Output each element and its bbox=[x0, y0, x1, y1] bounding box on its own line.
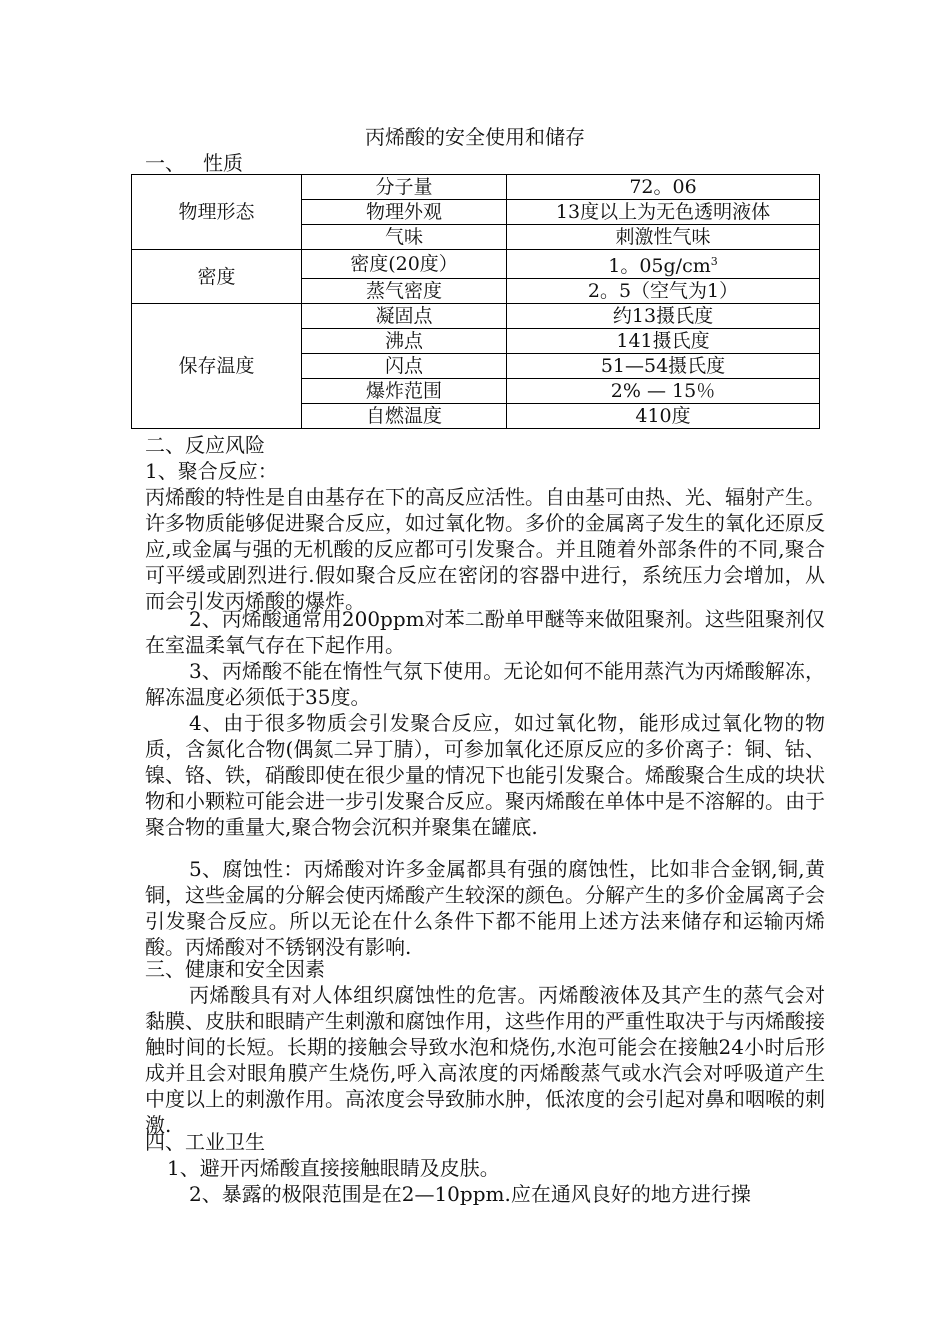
density-value: 1。05g/cm bbox=[608, 255, 711, 277]
group-cell-physical-form: 物理形态 bbox=[132, 175, 302, 250]
subheading-polymerization: 1、聚合反应： bbox=[145, 459, 278, 483]
section-label: 性质 bbox=[203, 151, 243, 175]
property-name-cell: 分子量 bbox=[302, 175, 507, 200]
paragraph-reactivity: 丙烯酸的特性是自由基存在下的高反应活性。自由基可由热、光、辐射产生。许多物质能够促进聚合反应，如过氧化物。多价的金属离子发生的氧化还原反应,或金属与强的无机酸的反应都可引发聚合。并且随着外部条件的不同,聚合可平缓或剧烈进行.假如聚合反应在密闭的容器中进行，系统压力会增加，从而会引发丙烯酸的爆炸。 bbox=[145, 485, 825, 613]
property-name-cell: 物理外观 bbox=[302, 200, 507, 225]
property-name-cell: 密度(20度） bbox=[302, 250, 507, 279]
superscript-exponent: 3 bbox=[710, 255, 718, 268]
paragraph-corrosivity: 5、腐蚀性：丙烯酸对许多金属都具有强的腐蚀性，比如非合金钢,铜,黄铜，这些金属的分解会使丙烯酸产生较深的颜色。分解产生的多价金属离子会引发聚合反应。所以无论在什么条件下都不能用上述方法来储存和运输丙烯酸。丙烯酸对不锈钢没有影响. bbox=[145, 857, 825, 959]
property-value-cell: 141摄氏度 bbox=[507, 329, 820, 354]
document-title: 丙烯酸的安全使用和储存 bbox=[365, 125, 585, 149]
property-value-cell: 13度以上为无色透明液体 bbox=[507, 200, 820, 225]
property-name-cell: 自燃温度 bbox=[302, 404, 507, 429]
paragraph-initiators: 4、由于很多物质会引发聚合反应，如过氧化物，能形成过氧化物的物质，含氮化合物(偶氮二异丁腈），可参加氧化还原反应的多价离子：铜、钴、镍、铬、铁，硝酸即使在很少量的情况下也能引发聚合。烯酸聚合生成的块状物和小颗粒可能会进一步引发聚合反应。聚丙烯酸在单体中是不溶解的。由于聚合物的重量大,聚合物会沉积并聚集在罐底. bbox=[145, 711, 825, 839]
property-value-cell: 2。5（空气为1） bbox=[507, 279, 820, 304]
property-value-cell: 51—54摄氏度 bbox=[507, 354, 820, 379]
section-heading-health-safety: 三、健康和安全因素 bbox=[145, 957, 325, 981]
property-name-cell: 气味 bbox=[302, 225, 507, 250]
property-value-cell: 410度 bbox=[507, 404, 820, 429]
group-cell-density: 密度 bbox=[132, 250, 302, 304]
property-value-cell: 2% — 15％ bbox=[507, 379, 820, 404]
section-heading-reaction-risk: 二、反应风险 bbox=[145, 433, 265, 457]
property-value-cell: 刺激性气味 bbox=[507, 225, 820, 250]
section-heading-properties bbox=[145, 150, 243, 176]
table-row bbox=[132, 250, 820, 279]
property-name-cell: 闪点 bbox=[302, 354, 507, 379]
property-value-cell: 约13摄氏度 bbox=[507, 304, 820, 329]
property-name-cell: 凝固点 bbox=[302, 304, 507, 329]
section-number: 一、 bbox=[145, 151, 185, 175]
section-heading-industrial-hygiene: 四、工业卫生 bbox=[145, 1130, 265, 1154]
group-cell-storage-temperature: 保存温度 bbox=[132, 304, 302, 429]
paragraph-avoid-contact: 1、避开丙烯酸直接接触眼睛及皮肤。 bbox=[167, 1156, 500, 1180]
property-name-cell: 爆炸范围 bbox=[302, 379, 507, 404]
table-row bbox=[132, 304, 820, 329]
property-name-cell: 沸点 bbox=[302, 329, 507, 354]
paragraph-health-hazards: 丙烯酸具有对人体组织腐蚀性的危害。丙烯酸液体及其产生的蒸气会对黏膜、皮肤和眼睛产生刺激和腐蚀作用，这些作用的严重性取决于与丙烯酸接触时间的长短。长期的接触会导致水泡和烧伤,水泡可能会在接触24小时后形成并且会对眼角膜产生烧伤,呼入高浓度的丙烯酸蒸气或水汽会对呼吸道产生中度以上的刺激作用。高浓度会导致肺水肿，低浓度的会引起对鼻和咽喉的刺激. bbox=[145, 983, 825, 1137]
table-row bbox=[132, 175, 820, 200]
paragraph-exposure-limit: 2、暴露的极限范围是在2—10ppm.应在通风良好的地方进行操 bbox=[189, 1182, 751, 1206]
property-name-cell: 蒸气密度 bbox=[302, 279, 507, 304]
property-value-cell: 72。06 bbox=[507, 175, 820, 200]
properties-table bbox=[131, 174, 820, 429]
paragraph-inert-atmosphere: 3、丙烯酸不能在惰性气氛下使用。无论如何不能用蒸汽为丙烯酸解冻，解冻温度必须低于35度。 bbox=[145, 659, 825, 709]
paragraph-inhibitor: 2、丙烯酸通常用200ppm对苯二酚单甲醚等来做阻聚剂。这些阻聚剂仅在室温柔氧气存在下起作用。 bbox=[145, 607, 825, 657]
property-value-cell bbox=[507, 250, 820, 279]
